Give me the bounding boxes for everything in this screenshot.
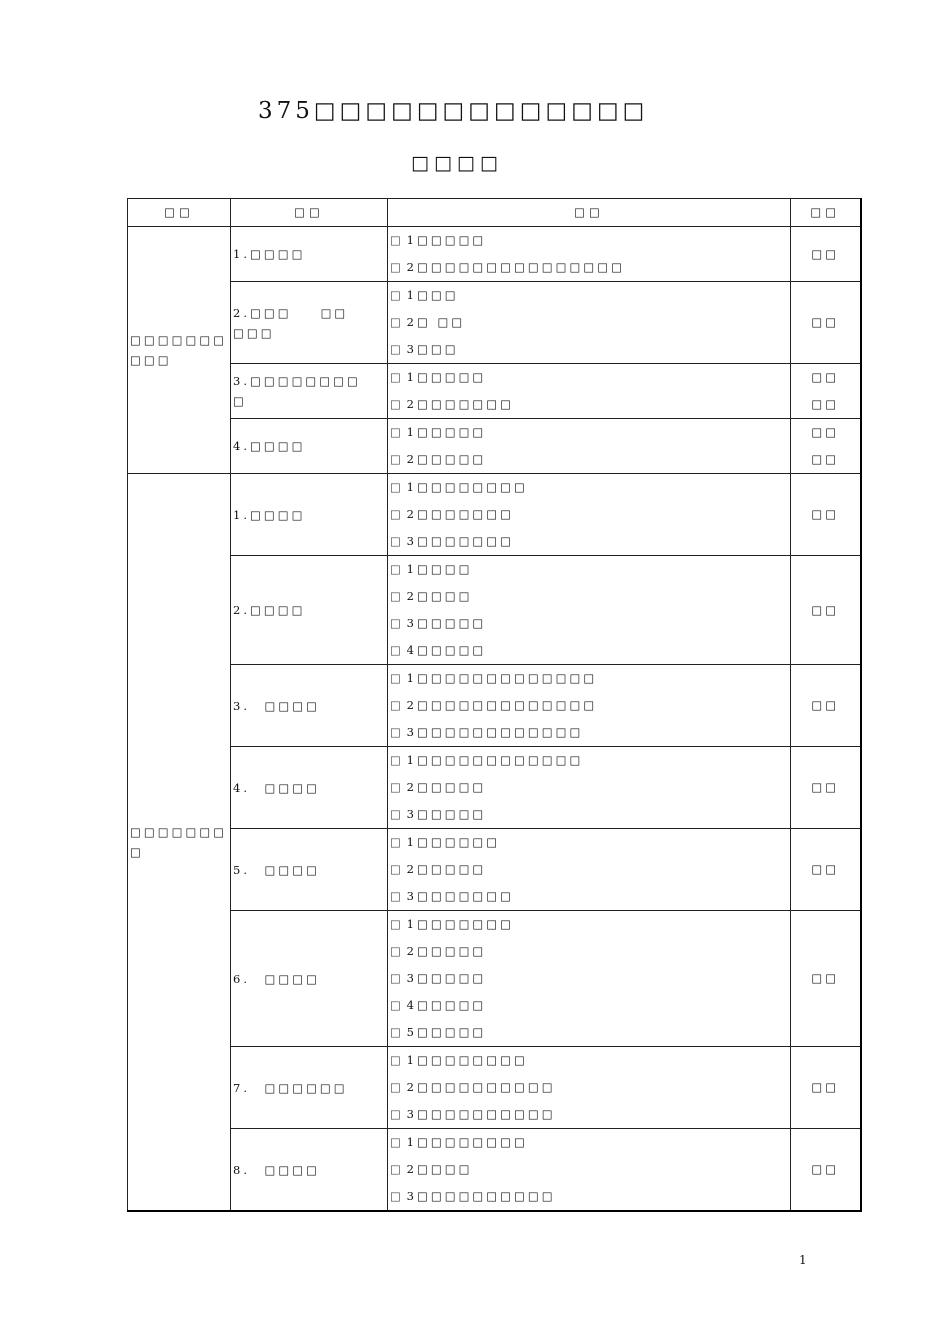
table-row — [128, 474, 861, 556]
content-line: □ 2□□□□□□□ — [390, 501, 788, 528]
score-cell — [791, 364, 861, 419]
checkbox-icon: □ — [390, 780, 404, 794]
score-value: □□ — [811, 780, 840, 794]
score-value: □□ — [811, 397, 840, 411]
content-line: □ 1□□□□ — [390, 556, 788, 583]
content-line: □ 1□□□ — [390, 282, 788, 309]
content-line: □ 2□□□□□□□□□□ — [390, 1074, 788, 1101]
header-cell-category: □□ — [128, 199, 231, 227]
table-header-row — [128, 199, 861, 227]
content-line: □ 2□□□□□□□□□□□□□□□ — [390, 254, 788, 281]
content-line: □ 1□□□□□□□□ — [390, 1129, 788, 1156]
checkbox-icon: □ — [390, 342, 404, 356]
score-value: □□ — [811, 602, 840, 617]
checkbox-icon: □ — [390, 452, 404, 466]
page-number: 1 — [799, 1253, 807, 1267]
content-line: □ 1□□□□□□□□ — [390, 474, 788, 501]
content-line: □ 2□□□□ — [390, 1156, 788, 1183]
document-title: 375□□□□□□□□□□□□□ — [258, 98, 649, 124]
score-cell — [791, 1047, 861, 1129]
score-cell — [791, 227, 861, 282]
content-line: □ 3□□□□□□□ — [390, 883, 788, 910]
checkbox-icon: □ — [390, 944, 404, 958]
header-cell-item: □□ — [231, 199, 388, 227]
checkbox-icon: □ — [390, 589, 404, 603]
score-value: □□ — [811, 507, 840, 521]
content-cell — [388, 829, 791, 911]
score-cell — [791, 419, 861, 474]
category-cell: □□□□□□□ □ — [128, 474, 231, 1212]
checkbox-icon: □ — [390, 671, 404, 685]
score-value: □□ — [811, 452, 840, 466]
score-cell — [791, 282, 861, 364]
content-line: □ 1□□□□□ — [390, 227, 788, 254]
checkbox-icon: □ — [390, 370, 404, 384]
checkbox-icon: □ — [390, 998, 404, 1012]
score-value: □□ — [811, 425, 840, 439]
content-line: □ 2□□□□□□□ — [390, 391, 788, 418]
content-line: □ 3□□□□□ — [390, 801, 788, 828]
score-cell — [791, 747, 861, 829]
document-subtitle: □□□□ — [411, 152, 503, 174]
checkbox-icon: □ — [390, 971, 404, 985]
content-line: □ 2□□□□□ — [390, 856, 788, 883]
table-row — [128, 747, 861, 829]
score-value: □□ — [811, 1162, 840, 1176]
table-row — [128, 1047, 861, 1129]
checkbox-icon: □ — [390, 562, 404, 576]
checkbox-icon: □ — [390, 835, 404, 849]
content-line: □ 2□□□□□ — [390, 774, 788, 801]
checkbox-icon: □ — [390, 1053, 404, 1067]
content-line: □ 3□□□□□□□ — [390, 528, 788, 555]
content-line: □ 2□□□□□ — [390, 938, 788, 965]
checkbox-icon: □ — [390, 753, 404, 767]
content-line: □ 4□□□□□ — [390, 992, 788, 1019]
content-line: □ 3□□□□□□□□□□ — [390, 1183, 788, 1210]
item-label: 4. □□□□ — [231, 747, 388, 829]
item-label: 7. □□□□□□ — [231, 1047, 388, 1129]
checkbox-icon: □ — [390, 1025, 404, 1039]
table-row — [128, 282, 861, 364]
table-row — [128, 227, 861, 282]
category-cell: □□□□□□□ □□□ — [128, 227, 231, 474]
content-line: □ 1□□□□□□□ — [390, 911, 788, 938]
checkbox-icon: □ — [390, 260, 404, 274]
item-label: 6. □□□□ — [231, 911, 388, 1047]
item-label: 5. □□□□ — [231, 829, 388, 911]
content-line: □ 2□ □□ — [390, 309, 788, 336]
item-label: 2.□□□□ — [231, 556, 388, 665]
content-line: □ 1□□□□□□ — [390, 829, 788, 856]
content-line: □ 3□□□□□ — [390, 965, 788, 992]
checkbox-icon: □ — [390, 1135, 404, 1149]
checkbox-icon: □ — [390, 862, 404, 876]
score-cell — [791, 556, 861, 665]
score-value: □□ — [811, 698, 840, 712]
content-line: □ 2□□□□ — [390, 583, 788, 610]
header-cell-content: □□ — [388, 199, 791, 227]
checkbox-icon: □ — [390, 1162, 404, 1176]
checkbox-icon: □ — [390, 807, 404, 821]
table-row — [128, 364, 861, 419]
content-cell — [388, 747, 791, 829]
content-line: □ 1□□□□□□□□□□□□ — [390, 747, 788, 774]
content-line: □ 2□□□□□ — [390, 446, 788, 473]
content-line: □ 1□□□□□□□□□□□□□ — [390, 665, 788, 692]
checkbox-icon: □ — [390, 288, 404, 302]
evaluation-table — [127, 198, 862, 1212]
checkbox-icon: □ — [390, 643, 404, 657]
content-line: □ 5□□□□□ — [390, 1019, 788, 1046]
score-value: □□ — [811, 315, 840, 329]
content-line: □ 1□□□□□□□□ — [390, 1047, 788, 1074]
checkbox-icon: □ — [390, 425, 404, 439]
table-row — [128, 1129, 861, 1212]
checkbox-icon: □ — [390, 698, 404, 712]
checkbox-icon: □ — [390, 1107, 404, 1121]
content-cell — [388, 227, 791, 282]
checkbox-icon: □ — [390, 917, 404, 931]
content-cell — [388, 419, 791, 474]
content-line: □ 4□□□□□ — [390, 637, 788, 664]
item-label: 2.□□□ □□ □□□ — [231, 282, 388, 364]
checkbox-icon: □ — [390, 233, 404, 247]
content-line: □ 3□□□ — [390, 336, 788, 363]
table-row — [128, 419, 861, 474]
content-cell — [388, 911, 791, 1047]
header-cell-score: □□ — [791, 199, 861, 227]
checkbox-icon: □ — [390, 534, 404, 548]
item-label: 4.□□□□ — [231, 419, 388, 474]
checkbox-icon: □ — [390, 616, 404, 630]
content-cell — [388, 1129, 791, 1212]
score-value: □□ — [811, 370, 840, 384]
item-label: 3.□□□□□□□□ □ — [231, 364, 388, 419]
score-cell — [791, 1129, 861, 1212]
content-line: □ 2□□□□□□□□□□□□□ — [390, 692, 788, 719]
score-value: □□ — [811, 971, 840, 985]
score-cell — [791, 911, 861, 1047]
checkbox-icon: □ — [390, 1189, 404, 1203]
content-line: □ 1□□□□□ — [390, 419, 788, 446]
content-line: □ 1□□□□□ — [390, 364, 788, 391]
content-line: □ 3□□□□□□□□□□□□ — [390, 719, 788, 746]
content-cell — [388, 364, 791, 419]
score-cell — [791, 829, 861, 911]
item-label: 1.□□□□ — [231, 227, 388, 282]
table-row — [128, 556, 861, 665]
score-value: □□ — [811, 246, 840, 261]
checkbox-icon: □ — [390, 507, 404, 521]
table-row — [128, 665, 861, 747]
content-cell — [388, 474, 791, 556]
score-cell — [791, 474, 861, 556]
checkbox-icon: □ — [390, 480, 404, 494]
content-line: □ 3□□□□□□□□□□ — [390, 1101, 788, 1128]
content-cell — [388, 556, 791, 665]
item-label: 3. □□□□ — [231, 665, 388, 747]
table-row — [128, 829, 861, 911]
score-value: □□ — [811, 1080, 840, 1094]
checkbox-icon: □ — [390, 889, 404, 903]
checkbox-icon: □ — [390, 1080, 404, 1094]
content-cell — [388, 665, 791, 747]
content-cell — [388, 1047, 791, 1129]
score-cell — [791, 665, 861, 747]
item-label: 1.□□□□ — [231, 474, 388, 556]
content-cell — [388, 282, 791, 364]
score-value: □□ — [811, 862, 840, 876]
checkbox-icon: □ — [390, 397, 404, 411]
item-label: 8. □□□□ — [231, 1129, 388, 1212]
table-row — [128, 911, 861, 1047]
content-line: □ 3□□□□□ — [390, 610, 788, 637]
checkbox-icon: □ — [390, 315, 404, 329]
checkbox-icon: □ — [390, 725, 404, 739]
